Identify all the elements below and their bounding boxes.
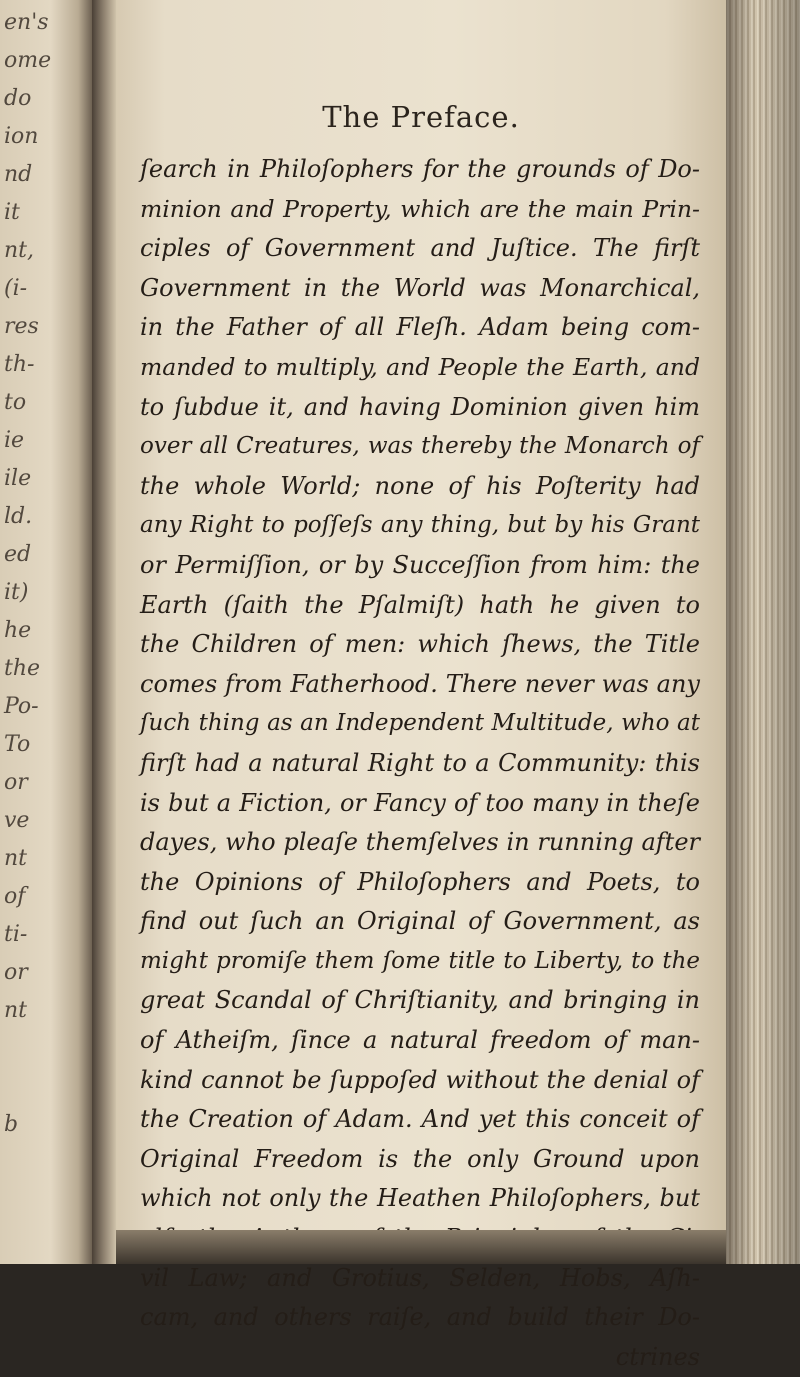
text-line: manded to multiply, and People the Earth, and (140, 352, 700, 381)
text-line: the Opinions of Philoſophers and Poets, to (140, 867, 700, 896)
facing-fragment: or (4, 770, 28, 795)
facing-fragment: nt (4, 846, 28, 871)
facing-fragment: ile (4, 466, 32, 491)
facing-page-edge (0, 0, 92, 1264)
text-line: any Right to poſſeſs any thing, but by his Grant (140, 512, 700, 539)
text-line: ſuch thing as an Independent Multitude, who at (140, 710, 700, 737)
text-line: which not only the Heathen Philoſophers, but (140, 1184, 700, 1213)
book-page (116, 0, 726, 1371)
text-line: the whole World; none of his Poſterity had (140, 471, 700, 500)
facing-fragment: ed (4, 542, 32, 567)
facing-fragment: it) (4, 580, 29, 605)
facing-fragment: ld. (4, 504, 33, 529)
facing-fragment: he (4, 618, 32, 643)
text-line: minion and Property, which are the main Prin- (140, 194, 700, 223)
text-line: find out ſuch an Original of Government, as (140, 907, 700, 936)
facing-fragment: do (4, 86, 32, 111)
page-title: The Preface. (322, 100, 520, 134)
facing-fragment: the (4, 656, 41, 681)
text-line: Original Freedom is the only Ground upon (140, 1144, 700, 1173)
facing-fragment: it (4, 200, 20, 225)
facing-fragment: ie (4, 428, 25, 453)
text-line: Earth (ſaith the Pſalmiſt) hath he given to (140, 590, 700, 619)
text-line: the Creation of Adam. And yet this conceit of (140, 1105, 700, 1134)
facing-fragment: to (4, 390, 27, 415)
text-line: vil Law; and Grotius, Selden, Hobs, Aſh- (140, 1263, 700, 1292)
text-line: or Permiſſion, or by Succeſſion from him: the (140, 550, 700, 579)
facing-fragment: th- (4, 352, 35, 377)
facing-fragment: To (4, 732, 31, 757)
facing-fragment: (i- (4, 276, 28, 301)
text-line: ſearch in Philoſophers for the grounds of Do- (140, 155, 700, 183)
body-text (140, 150, 700, 1377)
text-line: to ſubdue it, and having Dominion given him (140, 392, 700, 421)
facing-fragment: ve (4, 808, 30, 833)
facing-fragment: or (4, 960, 28, 985)
text-line: kind cannot be ſuppoſed without the denial of (140, 1065, 700, 1094)
facing-fragment: nt (4, 998, 28, 1023)
text-line: ctrines (615, 1342, 700, 1371)
facing-fragment: res (4, 314, 39, 339)
text-line: the Children of men: which ſhews, the Title (140, 630, 700, 659)
book-gutter (92, 0, 116, 1264)
text-line: great Scandal of Chriſtianity, and bringing in (140, 986, 700, 1015)
text-line: over all Creatures, was thereby the Monarch of (140, 433, 700, 460)
facing-fragment: nd (4, 162, 33, 187)
facing-fragment: of (4, 884, 26, 909)
text-line: in the Father of all Fleſh. Adam being com- (140, 313, 700, 342)
facing-fragment: Po- (4, 694, 39, 719)
text-line: of Atheiſm, ſince a natural freedom of man- (140, 1026, 700, 1055)
facing-fragment: en's (4, 10, 49, 35)
page-bottom-shadow (116, 1230, 726, 1264)
text-line: firſt had a natural Right to a Community: this (140, 748, 700, 777)
facing-fragment: ion (4, 124, 39, 149)
text-line: cam, and others raiſe, and build their Do- (140, 1303, 700, 1332)
text-line: ciples of Government and Juſtice. The firſt (140, 234, 700, 263)
page-edges (726, 0, 800, 1264)
text-line: is but a Fiction, or Fancy of too many in theſe (140, 788, 700, 817)
text-line: Government in the World was Monarchical, (140, 273, 700, 302)
facing-fragment: ti- (4, 922, 28, 947)
text-line: might promiſe them ſome title to Liberty, to the (140, 947, 700, 974)
text-line: comes from Fatherhood. There never was any (140, 669, 700, 698)
facing-fragment: nt, (4, 238, 35, 263)
facing-fragment: ome (4, 48, 52, 73)
facing-fragment: b (4, 1112, 19, 1137)
text-line: dayes, who pleaſe themſelves in running after (140, 828, 700, 857)
